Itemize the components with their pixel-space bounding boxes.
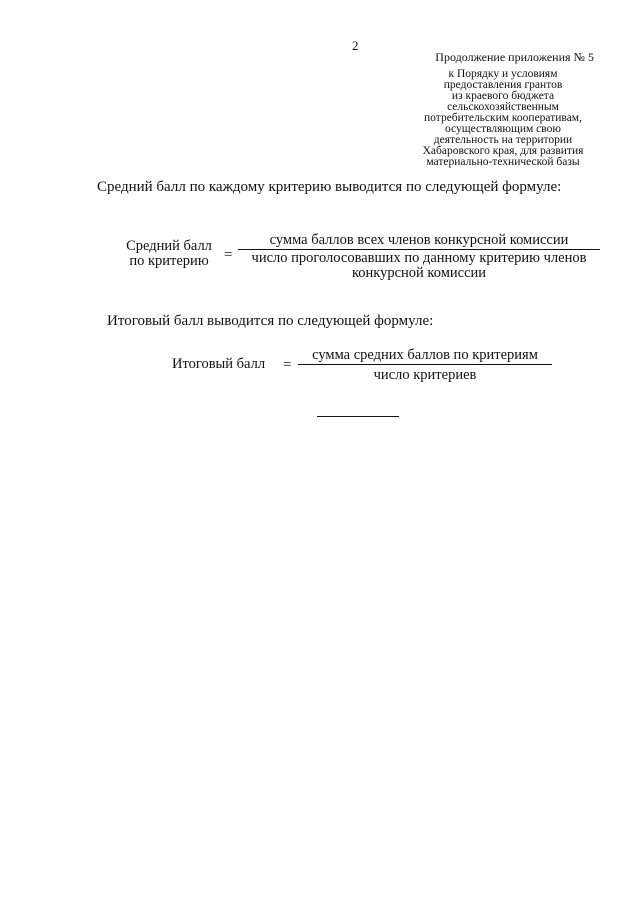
appendix-header-line: Хабаровского края, для развития [422, 145, 584, 157]
total-score-label: Итоговый балл [172, 356, 266, 372]
closing-rule [317, 416, 399, 417]
fraction-denominator-line1: число проголосовавших по данному критерию членов [251, 250, 587, 266]
appendix-continuation: Продолжение приложения № 5 [435, 50, 594, 64]
appendix-header [412, 52, 594, 168]
average-score-label [118, 239, 220, 269]
fraction-numerator: сумма средних баллов по критериям [312, 347, 538, 363]
appendix-header-line: к Порядку и условиям [448, 68, 558, 80]
appendix-header-line: предоставления грантов [443, 79, 563, 91]
average-score-label-line2: по критерию [129, 253, 209, 269]
total-score-fraction [298, 347, 552, 383]
appendix-header-line: из краевого бюджета [451, 90, 555, 102]
fraction-denominator-line2: конкурсной комиссии [351, 265, 487, 281]
page-number: 2 [352, 38, 359, 53]
appendix-header-line: сельскохозяйственным [447, 101, 559, 113]
fraction-denominator [238, 250, 600, 281]
average-score-label-line1: Средний балл [126, 238, 212, 254]
appendix-header-line: потребительским кооперативам, [424, 112, 582, 124]
equals-sign: = [283, 357, 292, 373]
appendix-header-line: материально-технической базы [426, 156, 580, 168]
total-score-intro: Итоговый балл выводится по следующей формуле: [107, 313, 434, 329]
equals-sign: = [224, 247, 233, 263]
average-score-intro: Средний балл по каждому критерию выводится по следующей формуле: [97, 179, 562, 195]
fraction-numerator: сумма баллов всех членов конкурсной комиссии [269, 232, 569, 248]
appendix-header-line: деятельность на территории [433, 134, 573, 146]
average-score-fraction [238, 232, 600, 281]
appendix-header-line: осуществляющим свою [445, 123, 561, 135]
fraction-denominator: число критериев [373, 367, 477, 383]
